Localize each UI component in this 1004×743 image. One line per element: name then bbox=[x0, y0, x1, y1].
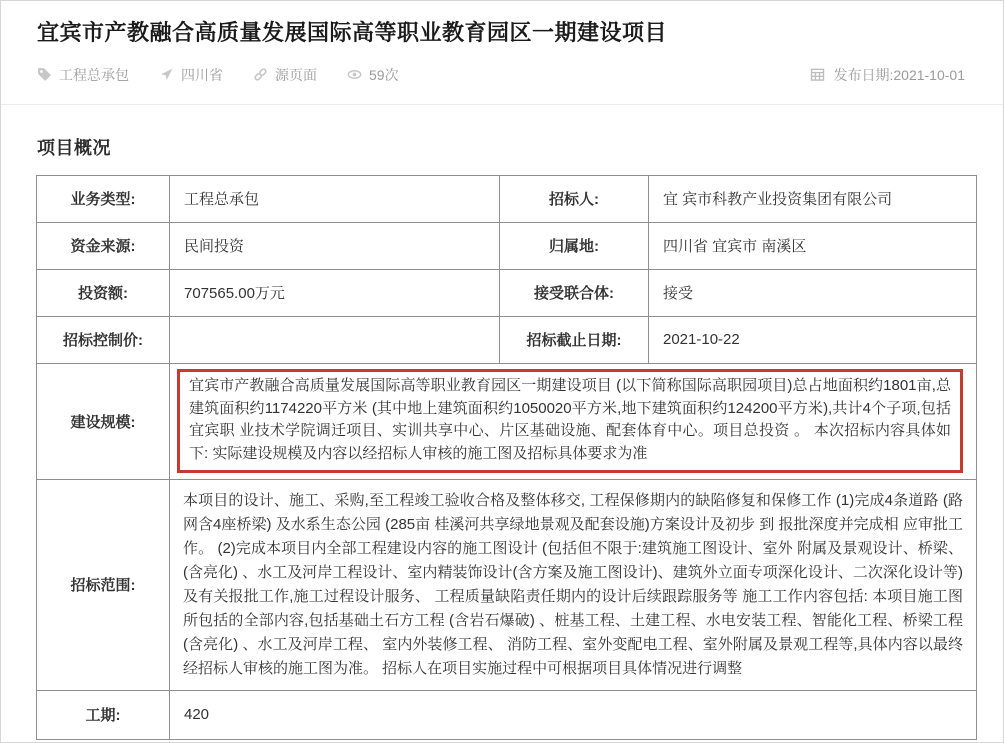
table-row-construction-scale bbox=[37, 363, 977, 479]
field-value: 707565.00万元 bbox=[170, 269, 500, 316]
field-label: 招标人: bbox=[500, 175, 649, 222]
location-arrow-icon bbox=[159, 67, 174, 82]
tag-label: 四川省 bbox=[181, 66, 223, 83]
table-row-tender-scope bbox=[37, 479, 977, 690]
table-row bbox=[37, 222, 977, 269]
view-count-label: 59次 bbox=[369, 66, 399, 83]
tag-province[interactable] bbox=[159, 65, 223, 85]
field-value: 420 bbox=[170, 690, 977, 739]
field-label: 招标截止日期: bbox=[500, 316, 649, 363]
field-value bbox=[170, 363, 977, 479]
publish-date-label: 发布日期:2021-10-01 bbox=[833, 66, 965, 83]
eye-icon bbox=[347, 67, 362, 82]
field-value: 2021-10-22 bbox=[649, 316, 977, 363]
header-divider bbox=[1, 104, 1003, 105]
field-label: 招标控制价: bbox=[37, 316, 170, 363]
link-label: 源页面 bbox=[275, 66, 317, 83]
table-row-duration bbox=[37, 690, 977, 739]
page-title: 宜宾市产教融合高质量发展国际高等职业教育园区一期建设项目 bbox=[37, 20, 668, 45]
field-label: 资金来源: bbox=[37, 222, 170, 269]
publish-date bbox=[810, 65, 965, 85]
table-row bbox=[37, 269, 977, 316]
calendar-icon bbox=[810, 67, 825, 82]
field-label: 投资额: bbox=[37, 269, 170, 316]
field-value: 本项目的设计、施工、采购,至工程竣工验收合格及整体移交, 工程保修期内的缺陷修复和保修工作 (1)完成4条道路 (路网含4座桥梁) 及水系生态公园 (285亩 桂溪河共享绿地景观及配套设施)方案设计及初步 到 报批深度并完成相 应审批工作。 (2)完成本项目内全部工程建设内容的施工图设计 (包括但不限于:建筑施工图设计、室外 附属及景观设计、桥梁、(含亮化) 、水工及河岸工程设计、室内精装饰设计(含方案及施工图设计)、建筑外立面专项深化设计、二次深化设计等)及有关报批工作,施工过程设计服务、 工程质量缺陷责任期内的设计后续跟踪服务等 施工工作内容包括: 本项目施工图所包括的全部内容,包括基础土石方工程 (含岩石爆破) 、桩基工程、土建工程、水电安装工程、智能化工程、桥梁工程 (含亮化) 、水工及河岸工程、 室内外装修工程、 消防工程、室外变配电工程、室外附属及景观工程等,具体内容以最终经招标人审核的施工图为准。 招标人在项目实施过程中可根据项目具体情况进行调整 bbox=[170, 479, 977, 690]
field-label: 业务类型: bbox=[37, 175, 170, 222]
source-page-link[interactable] bbox=[253, 65, 317, 85]
field-value: 四川省 宜宾市 南溪区 bbox=[649, 222, 977, 269]
field-label: 接受联合体: bbox=[500, 269, 649, 316]
page-header bbox=[1, 1, 1003, 85]
tag-label: 工程总承包 bbox=[59, 66, 129, 83]
table-row bbox=[37, 175, 977, 222]
field-value: 工程总承包 bbox=[170, 175, 500, 222]
field-label: 建设规模: bbox=[37, 363, 170, 479]
table-row bbox=[37, 316, 977, 363]
project-table bbox=[36, 175, 977, 740]
tag-icon bbox=[37, 67, 52, 82]
field-label: 招标范围: bbox=[37, 479, 170, 690]
meta-tags bbox=[37, 65, 399, 85]
field-value: 民间投资 bbox=[170, 222, 500, 269]
field-value: 宜 宾市科教产业投资集团有限公司 bbox=[649, 175, 977, 222]
field-value bbox=[170, 316, 500, 363]
link-icon bbox=[253, 67, 268, 82]
field-label: 归属地: bbox=[500, 222, 649, 269]
tag-business-type[interactable] bbox=[37, 65, 129, 85]
field-label: 工期: bbox=[37, 690, 170, 739]
meta-bar bbox=[37, 65, 967, 85]
section-heading: 项目概况 bbox=[37, 137, 111, 158]
view-count bbox=[347, 65, 399, 85]
highlight-red-box: 宜宾市产教融合高质量发展国际高等职业教育园区一期建设项目 (以下简称国际高职园项目)总占地面积约1801亩,总建筑面积约1174220平方米 (其中地上建筑面积约1050020平方米,地下建筑面积约124200平方米),共计4个子项,包括宜宾职 业技术学院调迁项目、实训共享中心、片区基础设施、配套体育中心。项目总投资 。 本次招标内容具体如下: 实际建设规模及内容以经招标人审核的施工图及招标具体要求为准 bbox=[177, 369, 963, 473]
field-value: 接受 bbox=[649, 269, 977, 316]
